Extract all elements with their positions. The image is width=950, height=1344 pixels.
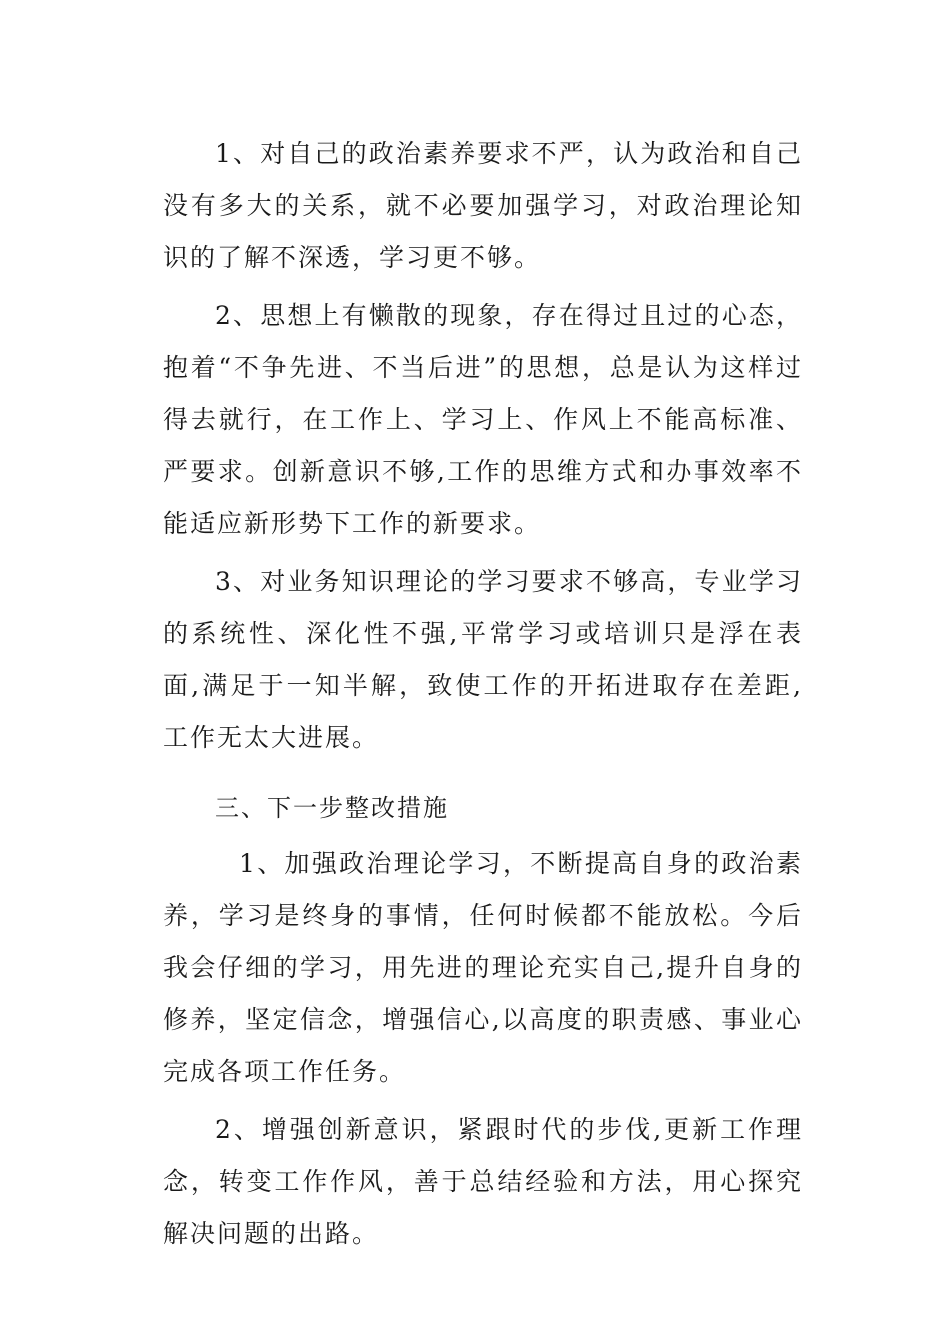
paragraph-measure-2: 2、增强创新意识，紧跟时代的步伐,更新工作理念，转变工作作风，善于总结经验和方法，用心探究解决问题的出路。 — [163, 1115, 803, 1248]
section-heading-rectification: 三、下一步整改措施 — [215, 794, 449, 822]
paragraph-problem-3: 3、对业务知识理论的学习要求不够高，专业学习的系统性、深化性不强,平常学习或培训只是浮在表面,满足于一知半解，致使工作的开拓进取存在差距,工作无太大进展。 — [163, 567, 803, 752]
document-page — [163, 128, 803, 1266]
paragraph-problem-1: 1、对自己的政治素养要求不严，认为政治和自己没有多大的关系，就不必要加强学习，对政治理论知识的了解不深透，学习更不够。 — [163, 139, 803, 272]
paragraph-measure-1: 1、加强政治理论学习，不断提高自身的政治素养，学习是终身的事情，任何时候都不能放松。今后我会仔细的学习，用先进的理论充实自己,提升自身的修养，坚定信念，增强信心,以高度的职责感、事业心完成各项工作任务。 — [163, 849, 803, 1086]
paragraph-problem-2: 2、思想上有懒散的现象，存在得过且过的心态，抱着“不争先进、不当后进”的思想，总是认为这样过得去就行，在工作上、学习上、作风上不能高标准、严要求。创新意识不够,工作的思维方式和办事效率不能适应新形势下工作的新要求。 — [163, 301, 803, 538]
